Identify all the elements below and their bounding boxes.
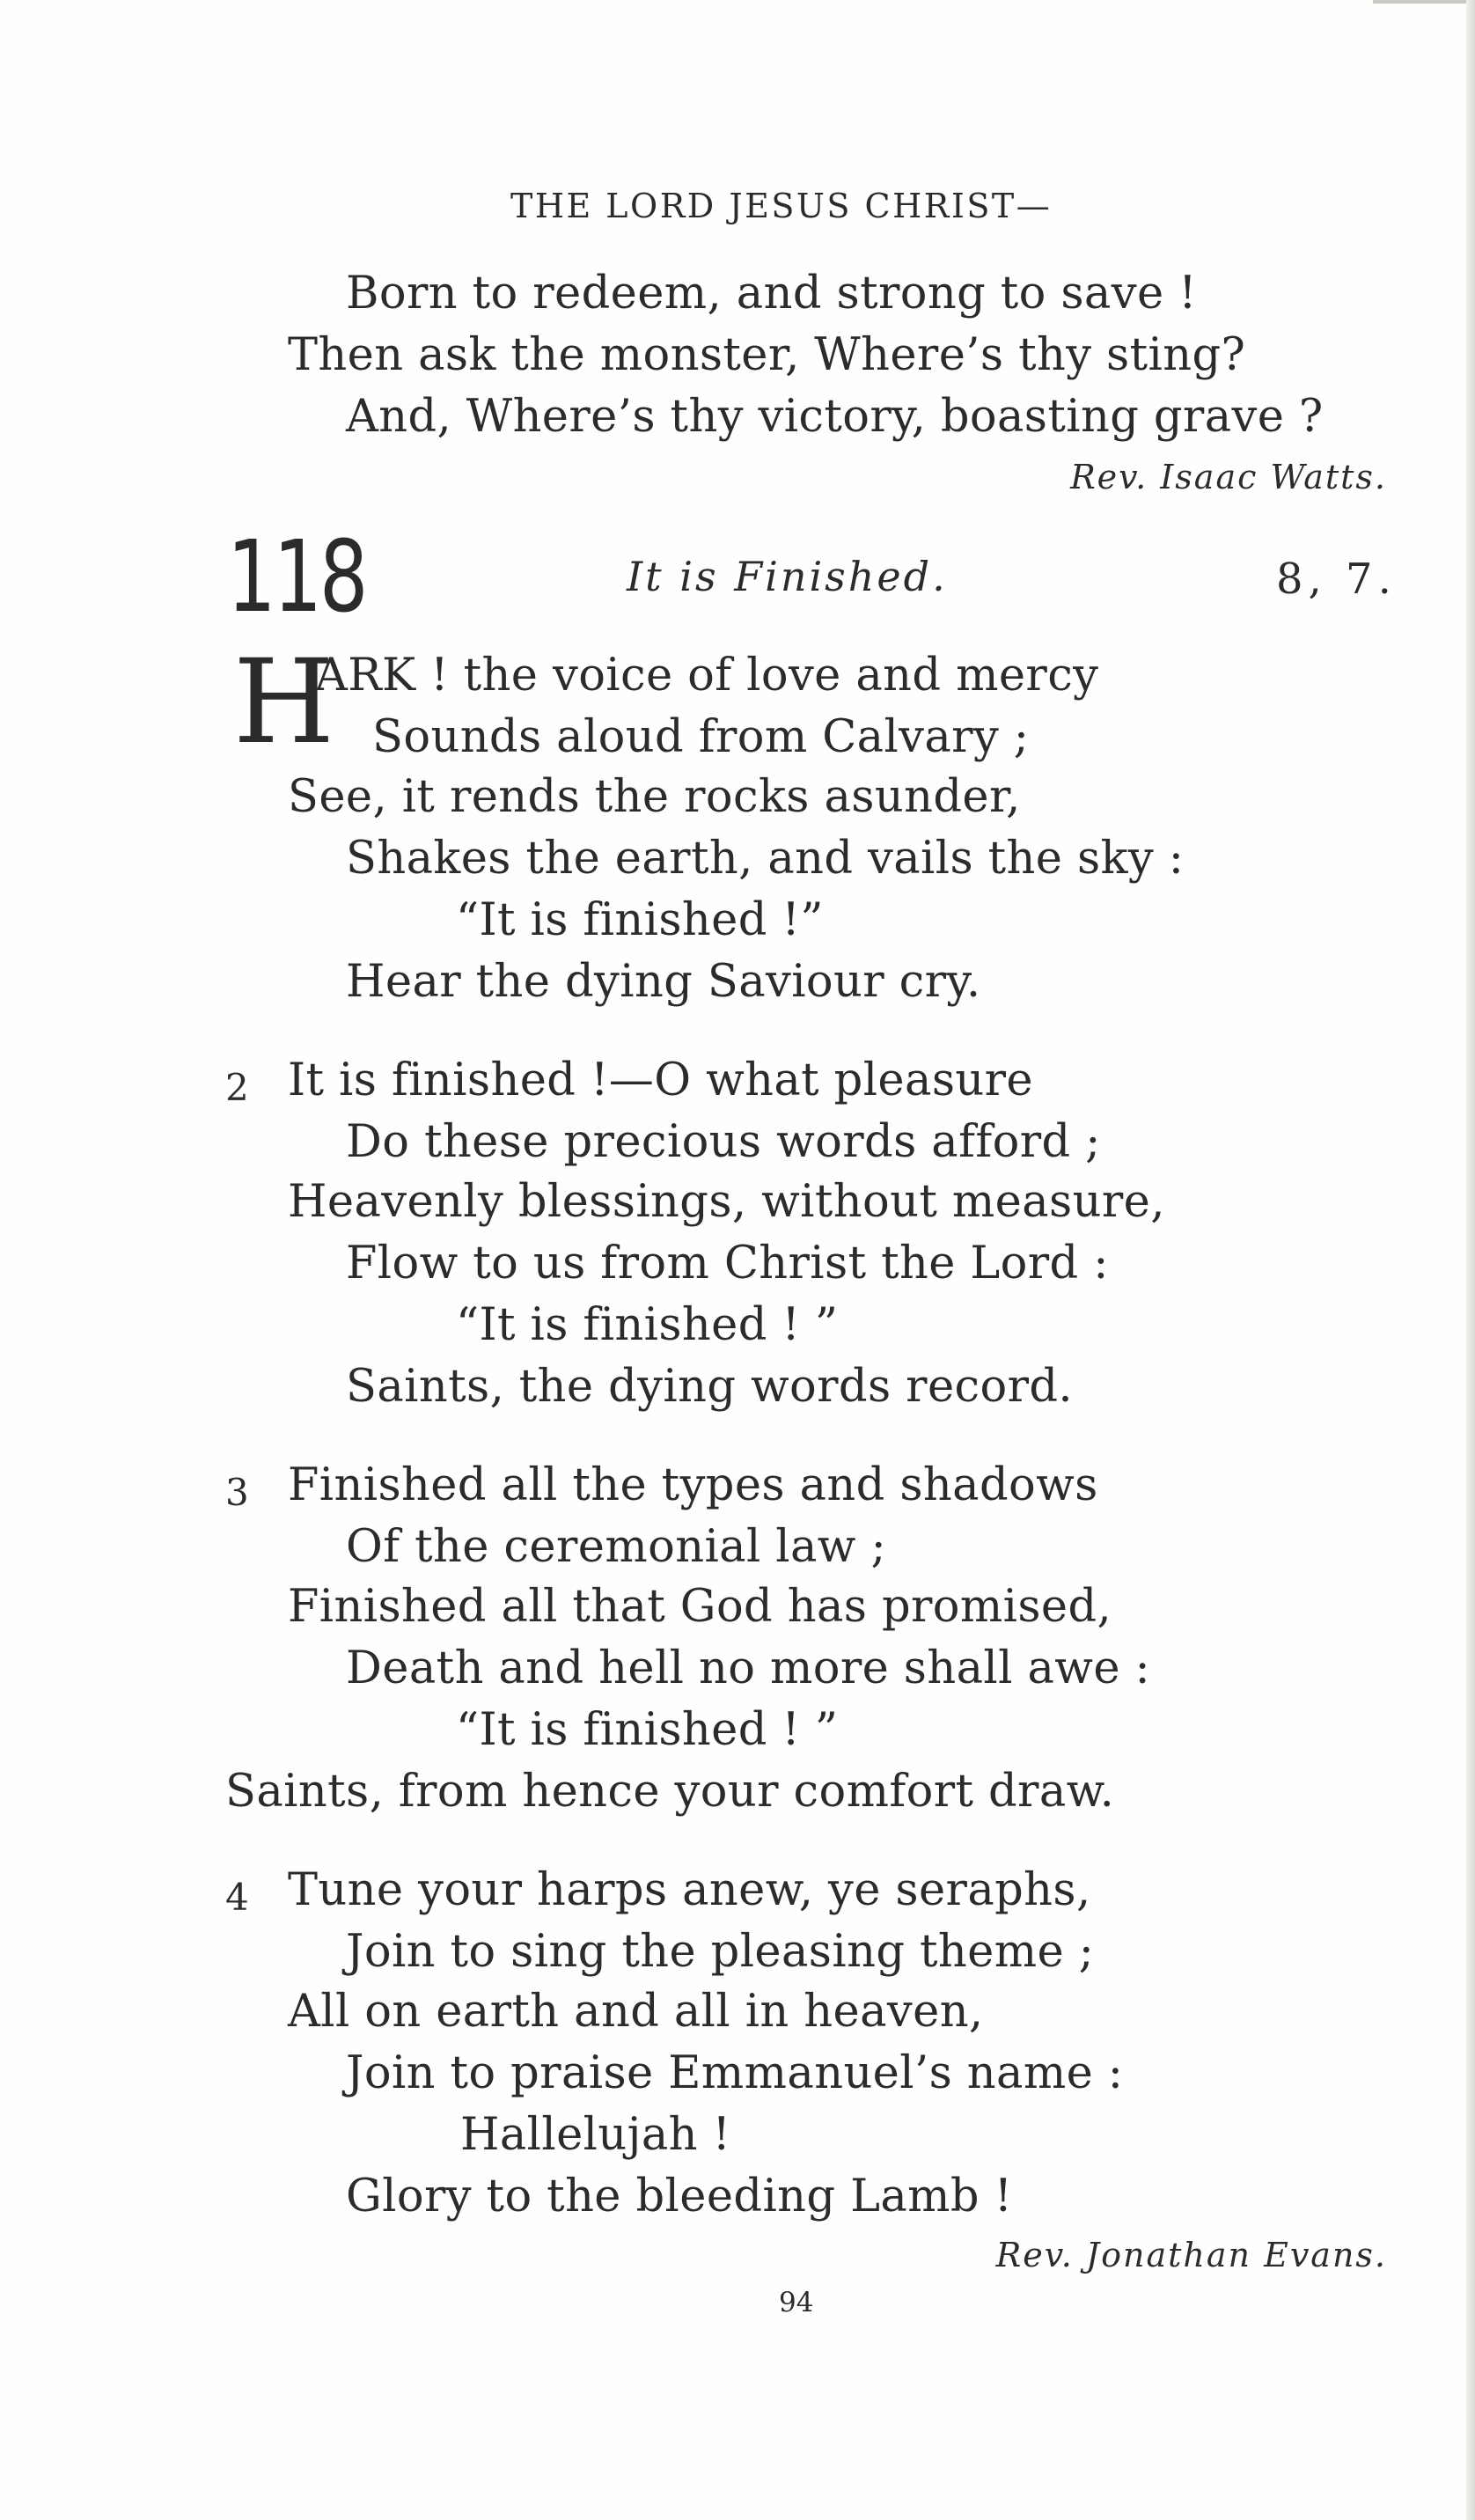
- verse2-line-4: Flow to us from Christ the Lord :: [346, 1238, 1109, 1289]
- verse3-line-5: “It is finished ! ”: [456, 1704, 839, 1756]
- verse2-line-1: It is finished !—O what pleasure: [288, 1054, 1034, 1106]
- page-right-edge: [1466, 0, 1475, 2520]
- verse4-number: 4: [225, 1876, 249, 1919]
- verse2-number: 2: [225, 1066, 249, 1109]
- verse1-line-1: ARK ! the voice of love and mercy: [315, 650, 1099, 702]
- verse1-line-5: “It is finished !”: [456, 894, 824, 946]
- previous-hymn-line-2: Then ask the monster, Where’s thy sting?: [288, 329, 1246, 381]
- verse1-line-2: Sounds aloud from Calvary ;: [372, 711, 1030, 763]
- verse3-line-6: Saints, from hence your comfort draw.: [225, 1766, 1115, 1818]
- verse2-line-5: “It is finished ! ”: [456, 1299, 839, 1351]
- verse4-line-5: Hallelujah !: [460, 2109, 731, 2161]
- verse1-line-6: Hear the dying Saviour cry.: [346, 956, 981, 1008]
- drop-cap: H: [233, 635, 335, 770]
- verse4-line-1: Tune your harps anew, ye seraphs,: [288, 1864, 1091, 1916]
- hymn-number: 118: [227, 520, 366, 635]
- verse2-line-3: Heavenly blessings, without measure,: [288, 1176, 1165, 1228]
- verse4-line-2: Join to sing the pleasing theme ;: [346, 1926, 1095, 1978]
- previous-hymn-author: Rev. Isaac Watts.: [1070, 458, 1387, 496]
- previous-hymn-line-3: And, Where’s thy victory, boasting grave ?: [346, 391, 1324, 443]
- previous-hymn-line-1: Born to redeem, and strong to save !: [346, 268, 1198, 320]
- verse3-number: 3: [225, 1471, 249, 1514]
- verse4-line-6: Glory to the bleeding Lamb !: [346, 2171, 1013, 2222]
- verse2-line-2: Do these precious words afford ;: [346, 1116, 1101, 1168]
- verse3-line-2: Of the ceremonial law ;: [346, 1521, 887, 1573]
- running-head: THE LORD JESUS CHRIST—: [510, 187, 1053, 225]
- verse1-line-3: See, it rends the rocks asunder,: [288, 771, 1021, 823]
- verse2-line-6: Saints, the dying words record.: [346, 1361, 1074, 1413]
- page-number: 94: [779, 2287, 814, 2318]
- hymn-meter: 8, 7.: [1276, 555, 1397, 604]
- hymn-title: It is Finished.: [627, 553, 948, 600]
- verse4-line-4: Join to praise Emmanuel’s name :: [346, 2047, 1124, 2099]
- verse4-line-3: All on earth and all in heaven,: [288, 1986, 984, 2038]
- verse3-line-3: Finished all that God has promised,: [288, 1581, 1112, 1633]
- verse3-line-4: Death and hell no more shall awe :: [346, 1642, 1151, 1694]
- page-top-edge: [1373, 0, 1475, 4]
- hymn-author: Rev. Jonathan Evans.: [995, 2236, 1387, 2274]
- verse3-line-1: Finished all the types and shadows: [288, 1459, 1098, 1511]
- verse1-line-4: Shakes the earth, and vails the sky :: [346, 833, 1185, 885]
